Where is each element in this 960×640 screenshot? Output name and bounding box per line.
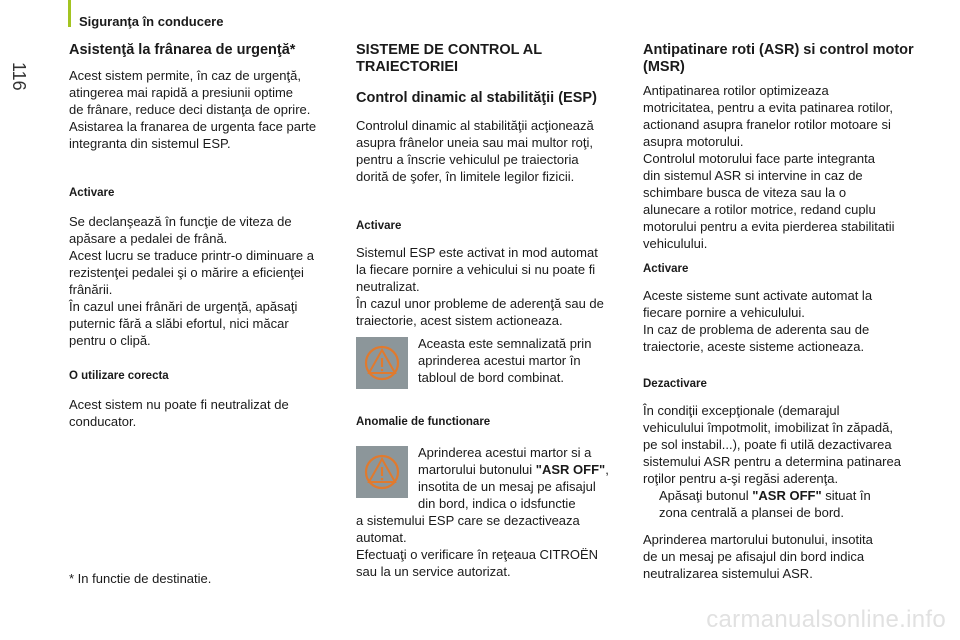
malfunction-warning-lamp-icon <box>356 446 408 498</box>
watermark: carmanualsonline.info <box>706 606 946 633</box>
page-number: 116 <box>9 62 29 91</box>
malfunction-continuation: a sistemului ESP care se dezactiveaza automat. Efectuaţi o verificare în reţeaua CITROËN sau la un service autorizat. <box>356 513 599 579</box>
esp-warning-block <box>356 335 621 389</box>
section-accent-bar <box>68 0 71 27</box>
esp-activation-subtitle: Activare <box>356 220 402 232</box>
section-title: Siguranţa în conducere <box>79 14 224 29</box>
malfunction-subtitle: Anomalie de functionare <box>356 416 491 428</box>
malfunction-warning-text: Aprinderea acestui martor si a martorului butonului "ASR OFF", insotita de un mesaj pe afisajul din bord, indica o idsfunctie <box>418 445 609 511</box>
esp-warning-lamp-icon <box>356 337 408 389</box>
asr-neutralization-text: Aprinderea martorului butonului, insotita de un mesaj pe afisajul din bord indica neutralizarea sistemului ASR. <box>643 532 873 581</box>
correct-use-text: Acest sistem nu poate fi neutralizat de conducator. <box>69 397 289 429</box>
asr-activation-subtitle: Activare <box>643 263 689 275</box>
footnote: * In functie de destinatie. <box>69 571 212 586</box>
column-trajectory-control <box>356 42 621 580</box>
esp-warning-text: Aceasta este semnalizată prin aprinderea acestui martor în tabloul de bord combinat. <box>418 336 592 385</box>
deactivation-text: În condiţii excepţionale (demarajul vehiculului împotmolit, imobilizat în zăpadă, pe sol instabil...), poate fi utilă dezactivarea sistemului ASR pentru a determina patinarea roţilor pentru a-şi regăsi aderenţa. <box>643 403 901 486</box>
trajectory-control-heading: SISTEME DE CONTROL AL TRAIECTORIEI <box>356 42 542 75</box>
asr-off-instruction <box>643 487 918 521</box>
activation-subtitle: Activare <box>69 187 115 199</box>
esp-activation-text: Sistemul ESP este activat in mod automat la fiecare pornire a vehicului si nu poate fi neutralizat. În cazul unor probleme de aderenţă sau de traiectorie, acest sistem actioneaza. <box>356 245 604 328</box>
emergency-braking-heading: Asistenţă la frânarea de urgenţă* <box>69 42 296 58</box>
malfunction-warning-block <box>356 444 621 512</box>
asr-heading: Antipatinare roti (ASR) si control motor (MSR) <box>643 42 914 75</box>
pointer-bullet-icon <box>643 487 659 521</box>
column-emergency-braking <box>69 42 334 430</box>
activation-text: Se declanşează în funcţie de viteza de apăsare a pedalei de frână. Acest lucru se traduce printr-o diminuare a rezistenţei pedalei şi o mărire a eficienţei frânării. În cazul unei frânări de urgenţă, apăsaţi puternic fără a slăbi efortul, nici măcar pentru o clipă. <box>69 214 314 348</box>
column-asr-msr <box>643 42 918 582</box>
asr-activation-text: Aceste sisteme sunt activate automat la fiecare pornire a vehiculului. In caz de problema de aderenta sau de traiectorie, aceste sisteme actioneaza. <box>643 288 873 354</box>
asr-off-instruction-text: Apăsaţi butonul "ASR OFF" situat în zona centrală a plansei de bord. <box>659 488 871 520</box>
deactivation-subtitle: Dezactivare <box>643 378 707 390</box>
esp-subheading: Control dinamic al stabilităţii (ESP) <box>356 90 597 106</box>
correct-use-subtitle: O utilizare corecta <box>69 370 169 382</box>
esp-intro: Controlul dinamic al stabilităţii acţionează asupra frânelor uneia sau mai multor roţi, pentru a înscrie vehiculul pe traiectoria dorită de şofer, în limitele legilor fizicii. <box>356 118 594 184</box>
emergency-braking-intro: Acest sistem permite, în caz de urgenţă, atingerea mai rapidă a presiunii optime de frânare, reduce deci distanţa de oprire. Asistarea la franarea de urgenta face parte integranta din sistemul ESP. <box>69 68 317 151</box>
asr-intro: Antipatinarea rotilor optimizeaza motricitatea, pentru a evita patinarea rotilor, actionand asupra franelor rotilor motoare si asupra motorului. Controlul motorului face parte integranta din sistemul ASR si intervine in caz de schimbare busca de viteza sau la o alunecare a rotilor motrice, redand cuplu motorului pentru a evita pierderea stabilitatii vehiculului. <box>643 83 895 251</box>
